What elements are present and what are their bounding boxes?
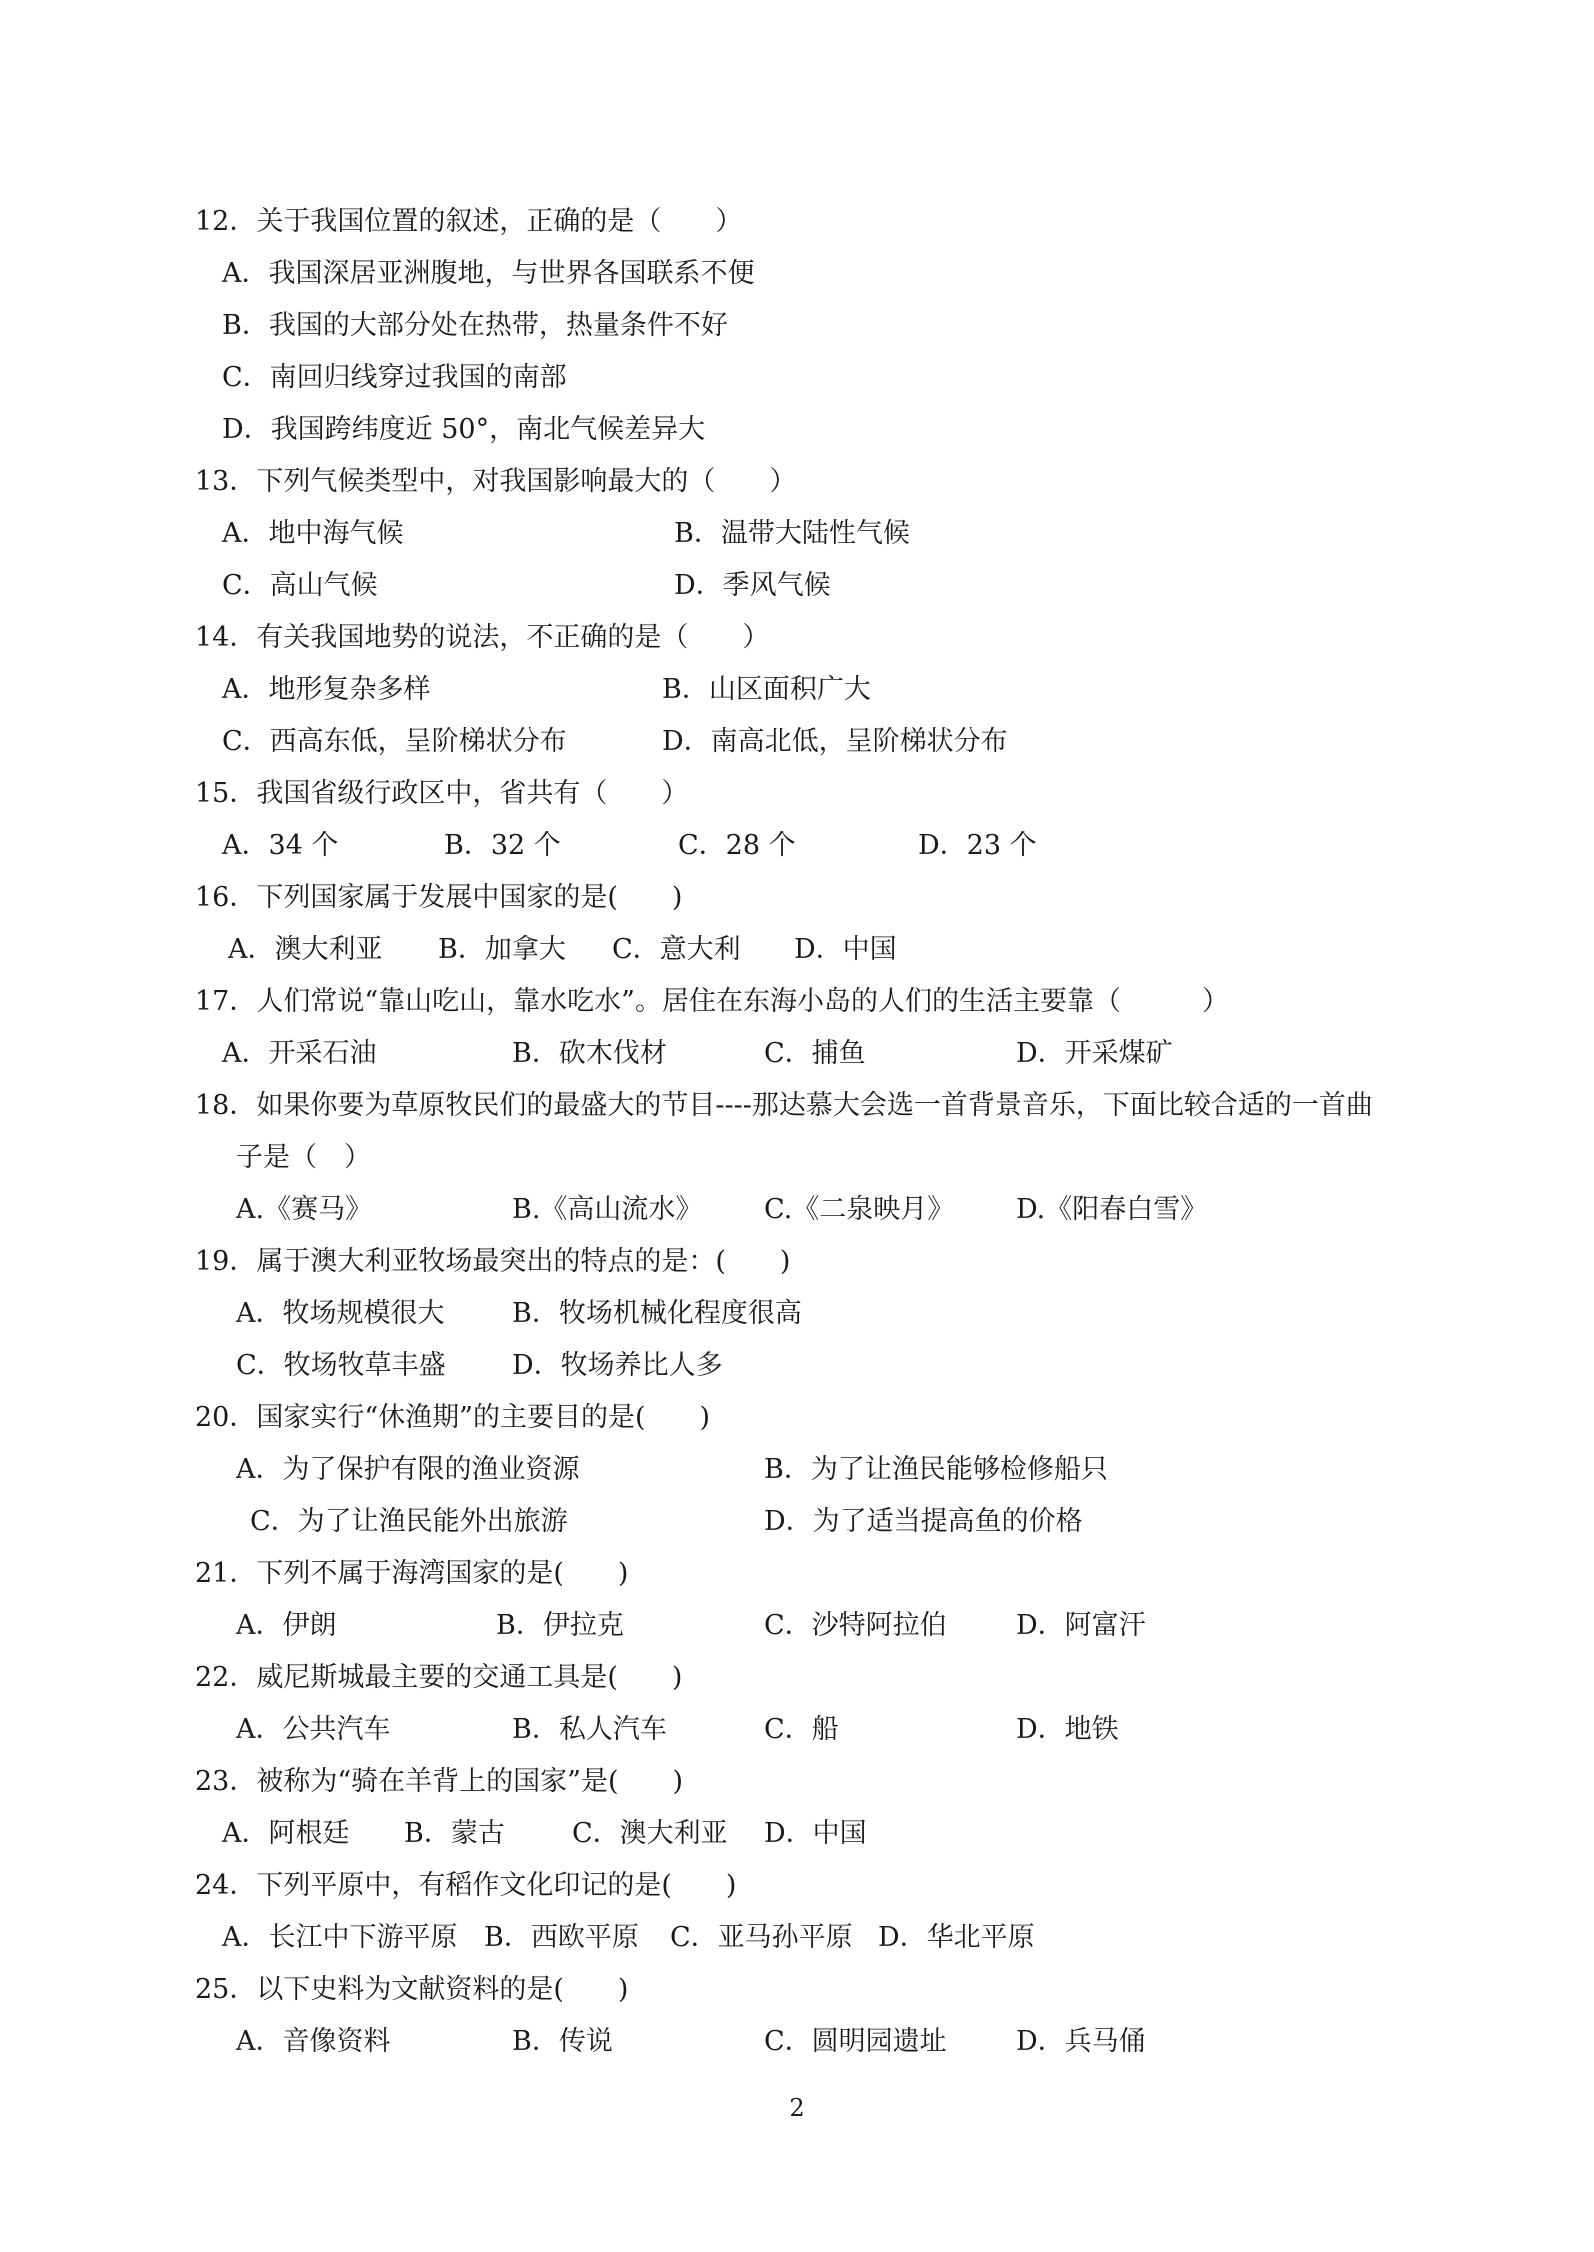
question-24-option-d: D．华北平原 bbox=[878, 1922, 1035, 1953]
question-19-option-b: B．牧场机械化程度很高 bbox=[512, 1298, 802, 1329]
question-13-option-a: A．地中海气候 bbox=[222, 518, 404, 549]
question-14-stem: 14．有关我国地势的说法，不正确的是（ ） bbox=[195, 622, 770, 653]
question-18-option-b: B.《高山流水》 bbox=[512, 1194, 703, 1225]
question-24-option-b: B．西欧平原 bbox=[484, 1922, 639, 1953]
question-19-option-c: C．牧场牧草丰盛 bbox=[236, 1350, 446, 1381]
question-21-option-b: B．伊拉克 bbox=[496, 1610, 624, 1641]
question-16-option-c: C．意大利 bbox=[612, 934, 741, 965]
question-16-stem: 16．下列国家属于发展中国家的是( ) bbox=[195, 882, 683, 913]
question-16-option-b: B．加拿大 bbox=[438, 934, 566, 965]
question-21-option-d: D．阿富汗 bbox=[1016, 1610, 1146, 1641]
question-14-option-a: A．地形复杂多样 bbox=[222, 674, 431, 705]
question-12-option-a: A．我国深居亚洲腹地，与世界各国联系不便 bbox=[222, 258, 755, 289]
question-21-stem: 21．下列不属于海湾国家的是( ) bbox=[195, 1558, 629, 1589]
question-25-option-b: B．传说 bbox=[512, 2026, 613, 2057]
question-20-option-b: B．为了让渔民能够检修船只 bbox=[764, 1454, 1108, 1485]
question-22-option-d: D．地铁 bbox=[1016, 1714, 1119, 1745]
question-13-option-d: D．季风气候 bbox=[674, 570, 831, 601]
question-24-option-c: C．亚马孙平原 bbox=[670, 1922, 853, 1953]
question-17-option-a: A．开采石油 bbox=[222, 1038, 377, 1069]
question-21-option-a: A．伊朗 bbox=[236, 1610, 337, 1641]
question-19-option-a: A．牧场规模很大 bbox=[236, 1298, 445, 1329]
question-18-stem-continued: 子是（ ） bbox=[236, 1142, 371, 1173]
question-23-option-b: B．蒙古 bbox=[404, 1818, 505, 1849]
question-24-stem: 24．下列平原中，有稻作文化印记的是( ) bbox=[195, 1870, 737, 1901]
question-13-stem: 13．下列气候类型中，对我国影响最大的（ ） bbox=[195, 466, 797, 497]
question-25-stem: 25．以下史料为文献资料的是( ) bbox=[195, 1974, 629, 2005]
question-12-stem: 12．关于我国位置的叙述，正确的是（ ） bbox=[195, 206, 743, 237]
question-14-option-b: B．山区面积广大 bbox=[662, 674, 871, 705]
question-14-option-c: C．西高东低，呈阶梯状分布 bbox=[222, 726, 567, 757]
question-19-stem: 19．属于澳大利亚牧场最突出的特点的是：( ) bbox=[195, 1246, 791, 1277]
question-18-stem: 18．如果你要为草原牧民们的最盛大的节目----那达慕大会选一首背景音乐，下面比较合适的一首曲 bbox=[195, 1090, 1373, 1121]
question-12-option-b: B．我国的大部分处在热带，热量条件不好 bbox=[222, 310, 728, 341]
question-12-option-c: C．南回归线穿过我国的南部 bbox=[222, 362, 567, 393]
question-20-option-c: C．为了让渔民能外出旅游 bbox=[250, 1506, 568, 1537]
question-21-option-c: C．沙特阿拉伯 bbox=[764, 1610, 947, 1641]
question-18-option-c: C.《二泉映月》 bbox=[764, 1194, 955, 1225]
question-18-option-d: D.《阳春白雪》 bbox=[1016, 1194, 1208, 1225]
page-number: 2 bbox=[789, 2094, 805, 2122]
question-23-option-a: A．阿根廷 bbox=[222, 1818, 350, 1849]
question-25-option-c: C．圆明园遗址 bbox=[764, 2026, 947, 2057]
question-15-stem: 15．我国省级行政区中，省共有（ ） bbox=[195, 778, 689, 809]
question-22-option-c: C．船 bbox=[764, 1714, 839, 1745]
question-22-stem: 22．威尼斯城最主要的交通工具是( ) bbox=[195, 1662, 683, 1693]
question-15-option-c: C．28 个 bbox=[678, 830, 796, 861]
question-18-option-a: A.《赛马》 bbox=[236, 1194, 373, 1225]
question-22-option-b: B．私人汽车 bbox=[512, 1714, 667, 1745]
question-14-option-d: D．南高北低，呈阶梯状分布 bbox=[662, 726, 1008, 757]
question-20-stem: 20．国家实行“休渔期”的主要目的是( ) bbox=[195, 1402, 711, 1433]
question-16-option-d: D．中国 bbox=[794, 934, 897, 965]
question-17-option-d: D．开采煤矿 bbox=[1016, 1038, 1173, 1069]
question-23-stem: 23．被称为“骑在羊背上的国家”是( ) bbox=[195, 1766, 684, 1797]
question-17-option-b: B．砍木伐材 bbox=[512, 1038, 667, 1069]
question-15-option-d: D．23 个 bbox=[918, 830, 1037, 861]
question-12-option-d: D．我国跨纬度近 50°，南北气候差异大 bbox=[222, 414, 706, 445]
question-13-option-b: B．温带大陆性气候 bbox=[674, 518, 910, 549]
question-20-option-a: A．为了保护有限的渔业资源 bbox=[236, 1454, 580, 1485]
question-25-option-a: A．音像资料 bbox=[236, 2026, 391, 2057]
question-24-option-a: A．长江中下游平原 bbox=[222, 1922, 458, 1953]
question-23-option-d: D．中国 bbox=[764, 1818, 867, 1849]
question-20-option-d: D．为了适当提高鱼的价格 bbox=[764, 1506, 1083, 1537]
question-22-option-a: A．公共汽车 bbox=[236, 1714, 391, 1745]
question-23-option-c: C．澳大利亚 bbox=[572, 1818, 728, 1849]
question-15-option-b: B．32 个 bbox=[444, 830, 561, 861]
question-13-option-c: C．高山气候 bbox=[222, 570, 378, 601]
question-17-option-c: C．捕鱼 bbox=[764, 1038, 866, 1069]
question-16-option-a: A．澳大利亚 bbox=[228, 934, 383, 965]
question-19-option-d: D．牧场养比人多 bbox=[512, 1350, 723, 1381]
question-25-option-d: D．兵马俑 bbox=[1016, 2026, 1146, 2057]
question-15-option-a: A．34 个 bbox=[222, 830, 339, 861]
question-17-stem: 17．人们常说“靠山吃山，靠水吃水”。居住在东海小岛的人们的生活主要靠（ ） bbox=[195, 986, 1229, 1017]
